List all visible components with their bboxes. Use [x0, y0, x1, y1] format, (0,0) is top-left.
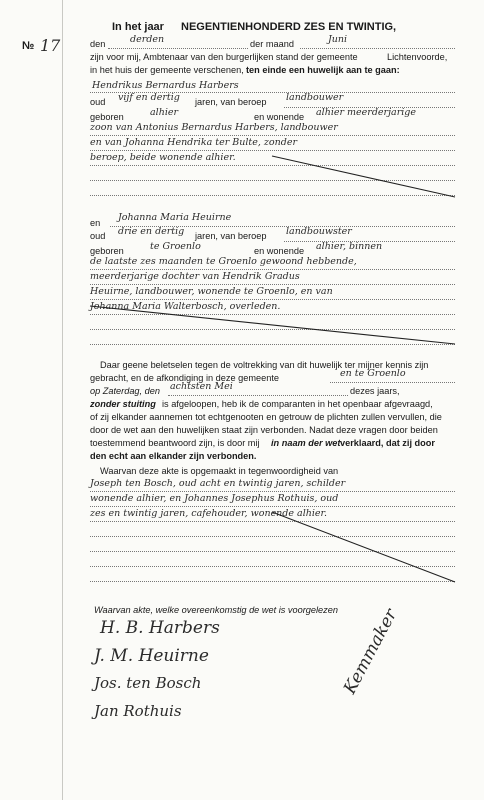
- groom-parents-2: en van Johanna Hendrika ter Bulte, zonder: [90, 137, 297, 148]
- body-p1d: dezes jaars,: [350, 386, 400, 396]
- intro-den: den: [90, 39, 106, 49]
- intro-municipality: Lichtenvoorde,: [387, 52, 448, 62]
- groom-wonende: en wonende: [254, 112, 305, 122]
- bride-residence: alhier, binnen: [316, 241, 383, 252]
- witnesses-line-3: zes en twintig jaren, cafehouder, wonende alhier.: [90, 508, 328, 519]
- body-p5b: in naam der wet: [271, 438, 341, 448]
- bride-en: en: [90, 218, 101, 228]
- signature-groom: H. B. Harbers: [100, 618, 220, 638]
- strike-line-bride: [90, 306, 455, 344]
- body-p3: of zij elkander aannemen tot echtgenooten en getrouw de plichten zullen vervullen, die: [90, 412, 442, 422]
- signature-witness-1: Jos. ten Bosch: [94, 674, 202, 692]
- body-p1c: op Zaterdag, den: [90, 386, 160, 396]
- groom-birthplace: alhier: [150, 107, 179, 118]
- body-p2a: zonder stuiting: [90, 399, 156, 409]
- bride-line-2: meerderjarige dochter van Hendrik Gradus: [90, 271, 300, 282]
- groom-age: vijf en dertig: [118, 92, 180, 103]
- strike-line-groom: [272, 156, 455, 197]
- signature-witness-2: Jan Rothuis: [94, 702, 182, 720]
- groom-geboren: geboren: [90, 112, 124, 122]
- body-p2b: is afgeloopen, heb ik de comparanten in het openbaar afgevraagd,: [162, 399, 433, 409]
- groom-parents-1: zoon van Antonius Bernardus Harbers, landbouwer: [90, 122, 338, 133]
- body-p7: Waarvan deze akte is opgemaakt in tegenwoordigheid van: [100, 466, 339, 476]
- body-p1a: Daar geene beletselen tegen de voltrekking van dit huwelijk ter mijner kennis zijn: [100, 360, 429, 370]
- bride-line-3: Heuirne, landbouwer, wonende te Groenlo, en van: [90, 286, 333, 297]
- closing-text: Waarvan akte, welke overeenkomstig de wet is voorgelezen: [94, 605, 338, 615]
- body-p4: door de wet aan den huwelijken staat zijn verbonden. Nadat deze vragen door beiden: [90, 425, 438, 435]
- intro-line3a: in het huis der gemeente verschenen,: [90, 65, 244, 75]
- intro-month: Juni: [328, 34, 348, 45]
- intro-line3b: ten einde een huwelijk aan te gaan:: [246, 65, 400, 75]
- body-p1b: gebracht, en de afkondiging in deze gemeente: [90, 373, 279, 383]
- signature-bride: J. M. Heuirne: [94, 646, 209, 666]
- witnesses-line-1: Joseph ten Bosch, oud acht en twintig jaren, schilder: [90, 478, 346, 489]
- bride-jaren: jaren, van beroep: [195, 231, 267, 241]
- intro-line2: zijn voor mij, Ambtenaar van den burgerlijken stand der gemeente: [90, 52, 358, 62]
- bride-line-4: Johanna Maria Walterbosch, overleden.: [90, 301, 281, 312]
- number-label: №: [22, 40, 35, 52]
- bride-oud: oud: [90, 231, 106, 241]
- bride-name: Johanna Maria Heuirne: [118, 212, 232, 223]
- body-date: achtsten Mei: [170, 381, 233, 392]
- groom-jaren: jaren, van beroep: [195, 97, 267, 107]
- intro-year: NEGENTIENHONDERD ZES EN TWINTIG,: [181, 21, 397, 33]
- body-place: en te Groenlo: [340, 368, 406, 379]
- bride-geboren: geboren: [90, 246, 124, 256]
- intro-day: derden: [130, 34, 165, 45]
- body-p6: den echt aan elkander zijn verbonden.: [90, 451, 257, 461]
- body-p5c: verklaard, dat zij door: [340, 438, 435, 448]
- groom-occupation: landbouwer: [286, 92, 344, 103]
- bride-occupation: landbouwster: [286, 226, 352, 237]
- intro-der-maand: der maand: [250, 39, 294, 49]
- strike-line-witnesses: [272, 512, 455, 582]
- bride-age: drie en dertig: [118, 226, 185, 237]
- groom-name: Hendrikus Bernardus Harbers: [92, 80, 239, 91]
- groom-residence: alhier meerderjarige: [316, 107, 416, 118]
- intro-prefix: In het jaar: [112, 21, 164, 33]
- groom-parents-3: beroep, beide wonende alhier.: [90, 152, 236, 163]
- number-value: 17: [40, 36, 61, 55]
- signature-registrar: Kemmaker: [340, 605, 402, 698]
- bride-line-1: de laatste zes maanden te Groenlo gewoond hebbende,: [90, 256, 357, 267]
- groom-oud: oud: [90, 97, 106, 107]
- body-p5a: toestemmend beantwoord zijn, is door mij: [90, 438, 260, 448]
- witnesses-line-2: wonende alhier, en Johannes Josephus Rothuis, oud: [90, 493, 339, 504]
- bride-birthplace: te Groenlo: [150, 241, 201, 252]
- bride-wonende: en wonende: [254, 246, 305, 256]
